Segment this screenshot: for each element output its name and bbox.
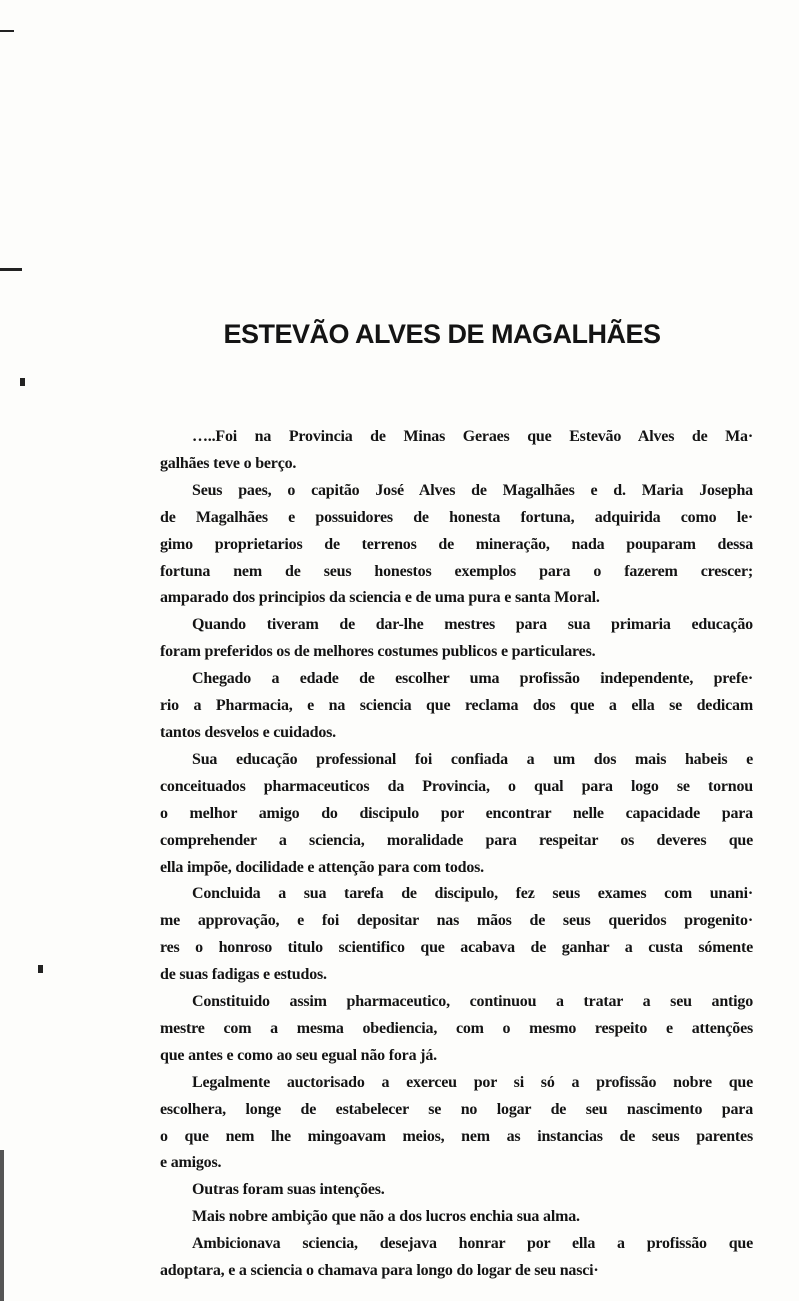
text-line: Seus paes, o capitão José Alves de Magalhães e d. Maria Josepha: [192, 481, 753, 499]
text-line: Constituido assim pharmaceutico, continuou a tratar a seu antigo: [192, 993, 753, 1011]
text-line: Mais nobre ambição que não a dos lucros enchia sua alma.: [192, 1208, 580, 1226]
text-line: res o honroso titulo scientifico que acabava de ganhar a custa sómente: [160, 939, 753, 957]
paragraph: [160, 1204, 753, 1231]
text-line: me approvação, e foi depositar nas mãos de seus queridos progenito·: [160, 912, 753, 930]
text-line: o melhor amigo do discipulo por encontrar nelle capacidade para: [160, 804, 753, 822]
text-line: o que nem lhe mingoavam meios, nem as instancias de seus parentes: [160, 1127, 753, 1145]
text-line: amparado dos principios da sciencia e de uma pura e santa Moral.: [160, 589, 600, 607]
text-line: tantos desvelos e cuidados.: [160, 723, 336, 741]
text-line: de suas fadigas e estudos.: [160, 966, 327, 984]
paragraph: [160, 1070, 753, 1178]
paragraph: [160, 747, 753, 882]
text-line: comprehender a sciencia, moralidade para respeitar os deveres que: [160, 831, 753, 849]
text-line: foram preferidos os de melhores costumes publicos e particulares.: [160, 643, 596, 661]
text-line: adoptara, e a sciencia o chamava para longo do logar de seu nasci·: [160, 1262, 599, 1280]
text-line: fortuna nem de seus honestos exemplos para o fazerem crescer;: [160, 562, 753, 580]
text-line: Chegado a edade de escolher uma profissão independente, prefe·: [192, 670, 753, 688]
paragraph: [160, 478, 753, 613]
text-line: ella impõe, docilidade e attenção para com todos.: [160, 858, 484, 876]
scan-mark: [0, 1150, 4, 1301]
scan-mark: [0, 30, 14, 32]
text-line: Concluida a sua tarefa de discipulo, fez seus exames com unani·: [192, 885, 753, 903]
text-line: …..Foi na Provincia de Minas Geraes que Estevão Alves de Ma·: [192, 428, 753, 445]
scan-mark: [0, 268, 22, 271]
text-line: Legalmente auctorisado a exerceu por si só a profissão nobre que: [192, 1073, 753, 1091]
paragraph: [160, 424, 753, 478]
scan-mark: [38, 965, 43, 973]
text-line: conceituados pharmaceuticos da Provincia, o qual para logo se tornou: [160, 777, 753, 795]
page-title: [222, 314, 662, 354]
scan-mark: [20, 378, 25, 386]
paragraph: [160, 881, 753, 989]
title-text: ESTEVÃO ALVES DE MAGALHÃES: [223, 319, 661, 349]
text-line: e amigos.: [160, 1154, 222, 1172]
text-line: Quando tiveram de dar-lhe mestres para sua primaria educação: [192, 616, 753, 634]
text-line: rio a Pharmacia, e na sciencia que reclama dos que a ella se dedicam: [160, 697, 753, 715]
text-line: gimo proprietarios de terrenos de mineração, nada pouparam dessa: [160, 535, 753, 553]
text-line: Outras foram suas intenções.: [192, 1181, 385, 1199]
text-line: que antes e como ao seu egual não fora já.: [160, 1046, 437, 1064]
paragraph: [160, 666, 753, 747]
paragraph: [160, 1231, 753, 1285]
paragraph: [160, 989, 753, 1070]
text-line: de Magalhães e possuidores de honesta fortuna, adquirida como le·: [160, 508, 753, 526]
paragraph: [160, 1177, 753, 1204]
text-line: escolhera, longe de estabelecer se no logar de seu nascimento para: [160, 1100, 753, 1118]
document-body: [160, 424, 753, 1285]
text-line: mestre com a mesma obediencia, com o mesmo respeito e attenções: [160, 1019, 753, 1037]
text-line: Ambicionava sciencia, desejava honrar por ella a profissão que: [192, 1235, 753, 1253]
text-line: Sua educação professional foi confiada a um dos mais habeis e: [192, 750, 753, 768]
paragraph: [160, 612, 753, 666]
text-line: galhães teve o berço.: [160, 454, 297, 472]
